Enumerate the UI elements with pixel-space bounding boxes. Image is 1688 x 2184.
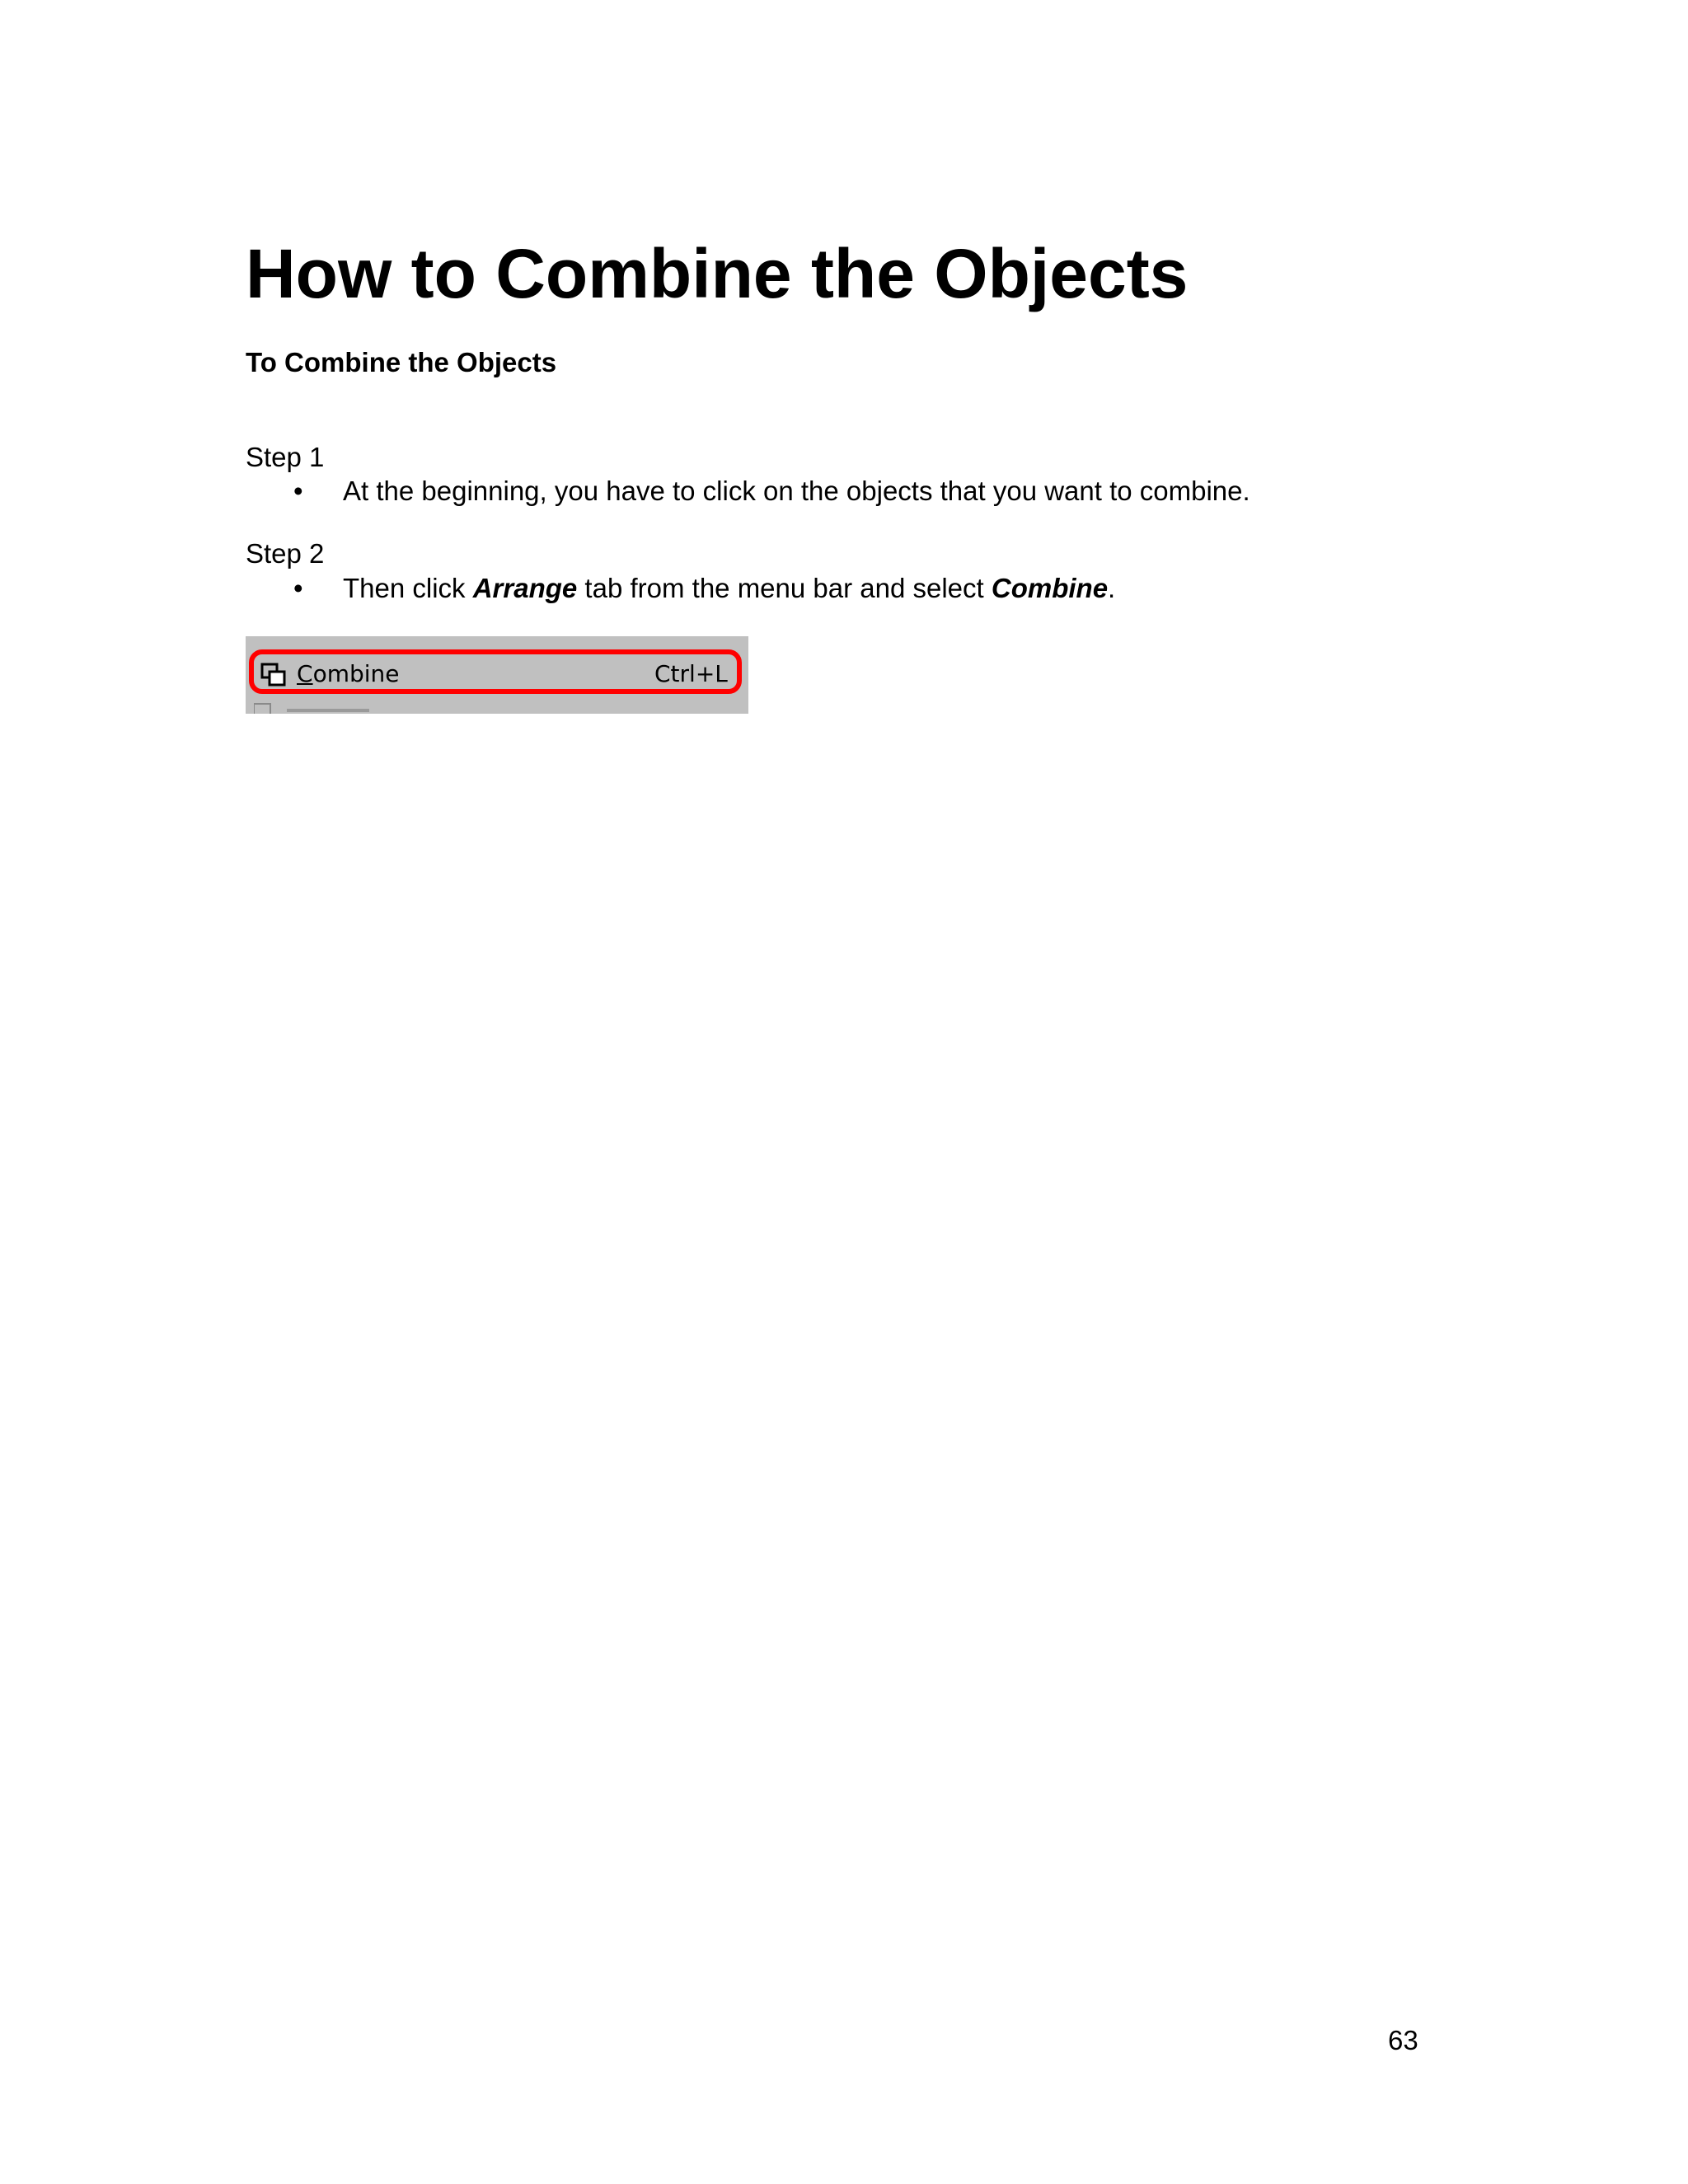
combine-icon (260, 663, 287, 687)
arrange-emphasis: Arrange (472, 573, 578, 603)
step-2-text-after: . (1108, 573, 1116, 603)
step-1-label: Step 1 (246, 442, 325, 472)
combine-shortcut: Ctrl+L (654, 660, 728, 687)
menu-screenshot (246, 636, 748, 714)
partial-menu-icon (270, 636, 369, 643)
menu-item-above-partial (270, 636, 369, 643)
page-title: How to Combine the Objects (246, 235, 1189, 312)
menu-item-below-partial (254, 701, 386, 714)
combine-label-rest: ombine (312, 660, 400, 687)
combine-emphasis: Combine (991, 573, 1109, 603)
page-number: 63 (1388, 2025, 1418, 2055)
step-2-label: Step 2 (246, 538, 325, 569)
step-1-text: At the beginning, you have to click on the objects that you want to combine. (343, 476, 1250, 506)
menu-item-combine[interactable] (249, 649, 742, 694)
partial-menu-icon-below (254, 702, 386, 714)
step-2-text-before: Then click (343, 573, 473, 603)
bullet-1: • (293, 476, 303, 506)
bullet-2: • (293, 573, 303, 603)
step-2-text (343, 572, 1115, 605)
combine-mnemonic: C (297, 660, 313, 687)
section-subtitle: To Combine the Objects (246, 347, 557, 377)
step-2-text-middle: tab from the menu bar and select (577, 573, 992, 603)
combine-menu-label (297, 661, 400, 687)
